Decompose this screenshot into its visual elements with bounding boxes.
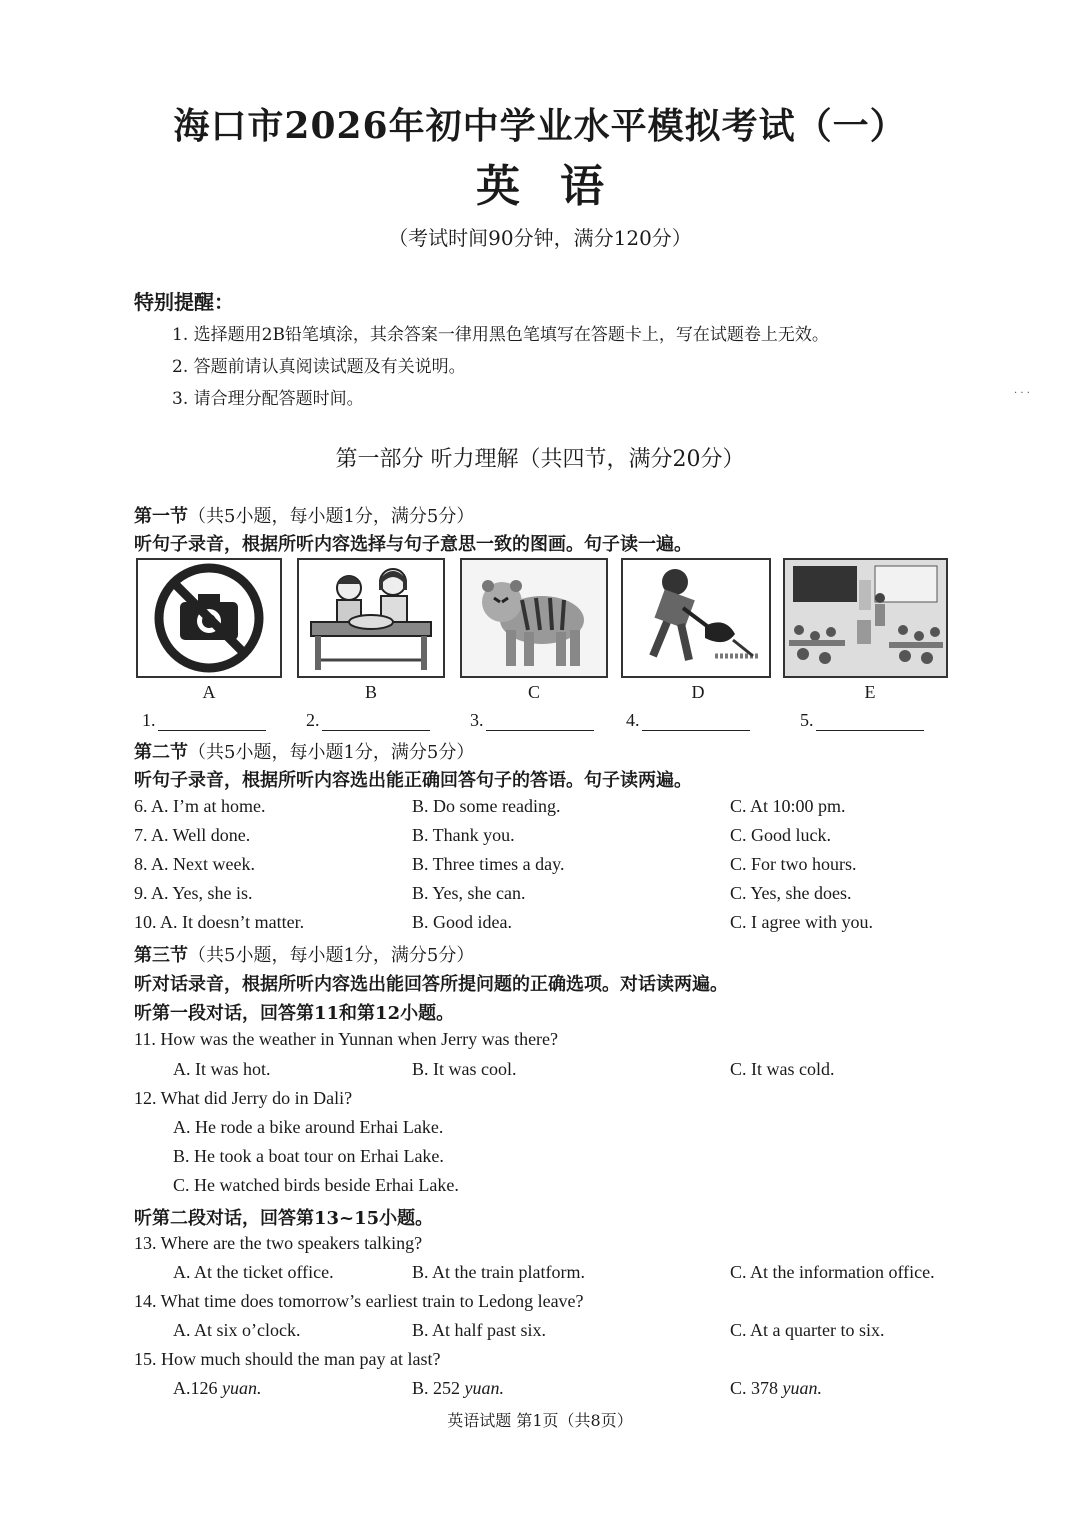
picture-label-d: D [691,682,705,702]
q11-option-b[interactable]: B. It was cool. [412,1059,517,1079]
reminder-note-2: 2. 答题前请认真阅读试题及有关说明。 [172,357,466,377]
picture-label-c: C [527,682,540,702]
q15-option-b[interactable] [412,1378,504,1399]
q6-option-c[interactable]: C. At 10:00 pm. [730,796,846,816]
picture-label-a: A [202,682,216,702]
subject-title: 英语 [476,161,644,212]
answer-blank-2[interactable] [306,710,430,731]
q6-option-a[interactable]: 6. A. I’m at home. [134,796,266,816]
q7-option-b[interactable]: B. Thank you. [412,825,515,845]
picture-tiger [460,558,608,678]
tiger-icon [462,560,606,676]
q8-option-c[interactable]: C. For two hours. [730,854,857,874]
q10-option-c[interactable]: C. I agree with you. [730,912,873,932]
q7-option-c[interactable]: C. Good luck. [730,825,831,845]
section3-header [134,941,474,967]
section1-name: 第一节 [134,506,188,527]
section3-instruction: 听对话录音，根据所听内容选出能回答所提问题的正确选项。对话读两遍。 [134,974,728,995]
option-text: A.126 [173,1378,218,1398]
dialog2-heading: 听第二段对话，回答第13~15小题。 [134,1208,434,1229]
q9-option-c[interactable]: C. Yes, she does. [730,883,852,903]
picture-label-e: E [864,682,876,702]
exam-title: 海口市2026年初中学业水平模拟考试（一） [173,105,907,147]
q9-option-b[interactable]: B. Yes, she can. [412,883,526,903]
scan-speck: · · · [1014,388,1030,399]
blank-number: 5. [800,710,814,730]
q13-option-a[interactable]: A. At the ticket office. [173,1262,334,1282]
section2-instruction: 听句子录音，根据所听内容选出能正确回答句子的答语。句子读两遍。 [134,770,692,791]
q12-option-c[interactable]: C. He watched birds beside Erhai Lake. [173,1175,459,1195]
blank-line[interactable] [486,714,594,731]
q10-option-b[interactable]: B. Good idea. [412,912,512,932]
exam-info: （考试时间90分钟，满分120分） [388,226,692,250]
option-text: B. 252 [412,1378,461,1398]
page-footer: 英语试题 第1页（共8页） [447,1411,633,1430]
picture-boy-sweeping [621,558,771,678]
q14-option-b[interactable]: B. At half past six. [412,1320,546,1340]
section3-name: 第三节 [134,945,188,966]
blank-number: 3. [470,710,484,730]
q6-option-b[interactable]: B. Do some reading. [412,796,561,816]
answer-blank-5[interactable] [800,710,924,731]
answer-blank-1[interactable] [142,710,266,731]
q12-stem: 12. What did Jerry do in Dali? [134,1088,353,1108]
reminder-heading: 特别提醒： [134,290,234,314]
section1-instruction: 听句子录音，根据所听内容选择与句子意思一致的图画。句子读一遍。 [134,534,692,555]
answer-blank-4[interactable] [626,710,750,731]
currency-unit: yuan. [464,1378,505,1398]
classroom-icon [785,560,946,676]
currency-unit: yuan. [782,1378,823,1398]
section1-info: （共5小题，每小题1分，满分5分） [188,506,475,527]
no-camera-icon [138,560,280,676]
blank-number: 2. [306,710,320,730]
section2-header [134,738,474,764]
blank-number: 1. [142,710,156,730]
q13-option-b[interactable]: B. At the train platform. [412,1262,585,1282]
q12-option-b[interactable]: B. He took a boat tour on Erhai Lake. [173,1146,444,1166]
section3-info: （共5小题，每小题1分，满分5分） [188,945,475,966]
section2-info: （共5小题，每小题1分，满分5分） [188,742,475,763]
currency-unit: yuan. [222,1378,262,1398]
q14-option-a[interactable]: A. At six o’clock. [173,1320,301,1340]
part1-title: 第一部分 听力理解（共四节，满分20分） [335,447,745,472]
q15-option-c[interactable] [730,1378,822,1399]
cooking-scene-icon [299,560,443,676]
blank-number: 4. [626,710,640,730]
blank-line[interactable] [642,714,750,731]
q12-option-a[interactable]: A. He rode a bike around Erhai Lake. [173,1117,444,1137]
sweeping-boy-icon [623,560,769,676]
q11-stem: 11. How was the weather in Yunnan when Jerry was there? [134,1029,559,1049]
q11-option-a[interactable]: A. It was hot. [173,1059,271,1079]
section1-header [134,502,474,528]
dialog1-heading: 听第一段对话，回答第11和第12小题。 [134,1003,455,1024]
section2-name: 第二节 [134,742,188,763]
q7-option-a[interactable]: 7. A. Well done. [134,825,251,845]
blank-line[interactable] [158,714,266,731]
q9-option-a[interactable]: 9. A. Yes, she is. [134,883,253,903]
q15-option-a[interactable] [173,1378,262,1399]
q14-option-c[interactable]: C. At a quarter to six. [730,1320,885,1340]
blank-line[interactable] [816,714,924,731]
q15-stem: 15. How much should the man pay at last? [134,1349,441,1369]
picture-label-b: B [364,682,377,702]
q8-option-a[interactable]: 8. A. Next week. [134,854,255,874]
q10-option-a[interactable]: 10. A. It doesn’t matter. [134,912,305,932]
q14-stem: 14. What time does tomorrow’s earliest train to Ledong leave? [134,1291,584,1311]
picture-classroom [783,558,948,678]
q13-option-c[interactable]: C. At the information office. [730,1262,935,1282]
q11-option-c[interactable]: C. It was cold. [730,1059,835,1079]
blank-line[interactable] [322,714,430,731]
option-text: C. 378 [730,1378,779,1398]
reminder-note-1: 1. 选择题用2B铅笔填涂，其余答案一律用黑色笔填写在答题卡上，写在试题卷上无效。 [172,325,829,345]
picture-making-dumplings [297,558,445,678]
q8-option-b[interactable]: B. Three times a day. [412,854,565,874]
picture-no-camera [136,558,282,678]
answer-blank-3[interactable] [470,710,594,731]
q13-stem: 13. Where are the two speakers talking? [134,1233,423,1253]
reminder-note-3: 3. 请合理分配答题时间。 [172,389,364,409]
